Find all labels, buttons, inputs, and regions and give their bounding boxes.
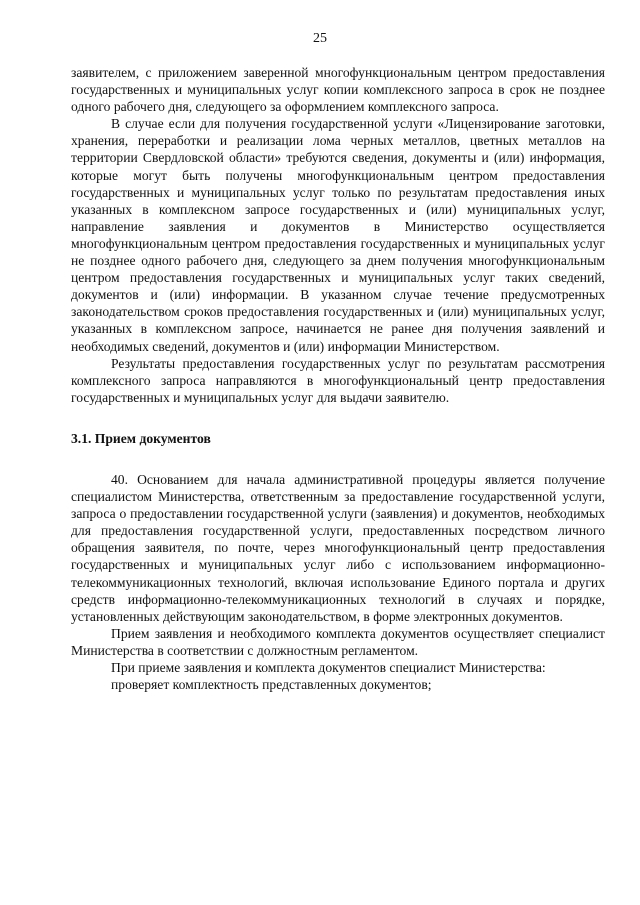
paragraph: Результаты предоставления государственных услуг по результатам рассмотрения комплексного запроса направляются в многофункциональный центр предоставления государственных и муниципальных услуг для выдачи заявителю. bbox=[71, 355, 605, 405]
page-number: 25 bbox=[313, 31, 327, 46]
paragraph: В случае если для получения государственной услуги «Лицензирование заготовки, хранения, переработки и реализации лома черных металлов, цветных металлов на территории Свердловской области» требуются сведения, документы и (или) информация, которые могут быть получены многофункциональным центром предоставления государственных и муниципальных услуг только по результатам предоставления иных указанных в комплексном запросе государственных и (или) муниципальных услуг, направление заявления и документов в Министерство осуществляется многофункциональным центром предоставления государственных и муниципальных услуг не позднее одного рабочего дня, следующего за днем получения многофункциональным центром предоставления государственных и муниципальных услуг таких сведений, документов и (или) информации. В указанном случае течение предусмотренных законодательством сроков предоставления государственных и (или) муниципальных услуг, указанных в комплексном запросе, начинается не ранее дня получения заявлений и необходимых сведений, документов и (или) информации Министерством. bbox=[71, 116, 605, 354]
section-title: 3.1. Прием документов bbox=[71, 430, 211, 446]
paragraph: 40. Основанием для начала административной процедуры является получение специалистом Министерства, ответственным за предоставление государственной услуги, запроса о предоставлении государственной услуги (заявления) и документов, необходимых для предоставления государственной услуги, предоставленных посредством личного обращения заявителя, по почте, через многофункциональный центр предоставления государственных и муниципальных услуг либо с использованием информационно-телекоммуникационных технологий, включая использование Единого портала и других средств информационно-телекоммуникационных технологий в случаях и порядке, установленных действующим законодательством, в форме электронных документов. bbox=[71, 471, 605, 624]
paragraph: Прием заявления и необходимого комплекта документов осуществляет специалист Министерства в соответствии с должностным регламентом. bbox=[71, 625, 605, 658]
document-body bbox=[71, 64, 605, 693]
paragraph: проверяет комплектность представленных документов; bbox=[111, 677, 432, 693]
paragraph-continuation: заявителем, с приложением заверенной многофункциональным центром предоставления государственных и муниципальных услуг копии комплексного запроса в срок не позднее одного рабочего дня, следующего за оформлением комплексного запроса. bbox=[71, 65, 605, 115]
paragraph: При приеме заявления и комплекта документов специалист Министерства: bbox=[111, 660, 546, 675]
